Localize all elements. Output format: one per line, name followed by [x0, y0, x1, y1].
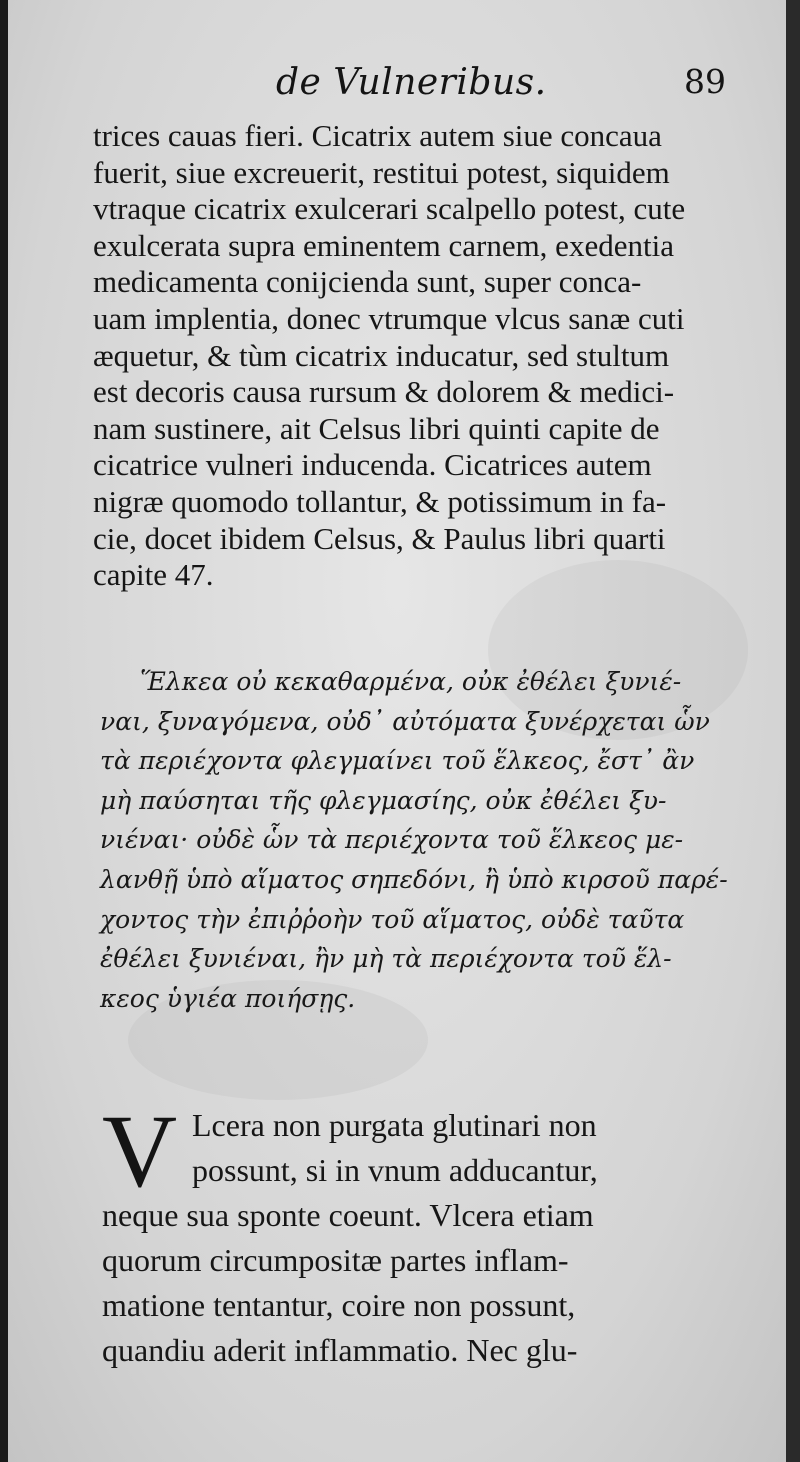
running-title: de Vulneribus.: [276, 62, 547, 103]
text-line: fuerit, siue excreuerit, restitui potest, siquidem: [93, 154, 670, 190]
text-line: uam implentia, donec vtrumque vlcus sanæ cuti: [93, 300, 685, 336]
greek-line: κεος ὑγιέα ποιήσῃς.: [100, 983, 356, 1013]
greek-line: τὰ περιέχοντα φλεγμαίνει τοῦ ἕλκεος, ἔστ᾽ ἂν: [100, 746, 695, 776]
text-line: medicamenta conijcienda sunt, super conca-: [93, 264, 642, 300]
text-line: capite 47.: [93, 557, 214, 593]
text-line: exulcerata supra eminentem carnem, exedentia: [93, 227, 674, 263]
greek-line: μὴ παύσηται τῆς φλεγμασίης, οὐκ ἐθέλει ξυ-: [100, 785, 667, 815]
text-line: vtraque cicatrix exulcerari scalpello potest, cute: [93, 191, 686, 227]
book-page: [8, 0, 786, 1462]
translation-line: quorum circumpositæ partes inflam-: [102, 1242, 569, 1278]
greek-quotation: [100, 662, 760, 1018]
text-line: nigræ quomodo tollantur, & potissimum in fa-: [93, 483, 667, 519]
latin-paragraph: [93, 118, 753, 594]
page-number: 89: [684, 62, 726, 101]
greek-line: ναι, ξυναγόμενα, οὐδ᾽ αὐτόματα ξυνέρχεται ὧν: [100, 706, 710, 736]
page-edge-shadow: [786, 0, 800, 1462]
translation-line: neque sua sponte coeunt. Vlcera etiam: [102, 1197, 594, 1233]
greek-line: χοντος τὴν ἐπιῤῥοὴν τοῦ αἵματος, οὐδὲ ταῦτα: [100, 904, 685, 934]
greek-line: νιέναι· οὐδὲ ὧν τὰ περιέχοντα τοῦ ἕλκεος με-: [100, 825, 684, 855]
text-line: æquetur, & tùm cicatrix inducatur, sed stultum: [93, 337, 670, 373]
greek-line: λανθῇ ὑπὸ αἵματος σηπεδόνι, ἢ ὑπὸ κιρσοῦ παρέ-: [100, 864, 728, 894]
translation-line: Lcera non purgata glutinari non: [192, 1107, 597, 1143]
text-line: cie, docet ibidem Celsus, & Paulus libri quarti: [93, 520, 666, 556]
text-line: cicatrice vulneri inducenda. Cicatrices autem: [93, 447, 652, 483]
translation-line: matione tentantur, coire non possunt,: [102, 1287, 576, 1323]
translation-line: quandiu aderit inflammatio. Nec glu-: [102, 1332, 578, 1368]
translation-line: possunt, si in vnum adducantur,: [192, 1152, 598, 1188]
text-line: nam sustinere, ait Celsus libri quinti capite de: [93, 410, 660, 446]
drop-cap: V: [102, 1094, 178, 1209]
latin-translation: [102, 1094, 752, 1373]
greek-line: ἐθέλει ξυνιέναι, ἢν μὴ τὰ περιέχοντα τοῦ ἕλ-: [100, 944, 672, 974]
greek-line: Ἕλκεα οὐ κεκαθαρμένα, οὐκ ἐθέλει ξυνιέ-: [140, 667, 682, 696]
text-line: trices cauas fieri. Cicatrix autem siue concaua: [93, 118, 662, 153]
text-line: est decoris causa rursum & dolorem & medici-: [93, 374, 675, 410]
running-header: [8, 62, 786, 122]
